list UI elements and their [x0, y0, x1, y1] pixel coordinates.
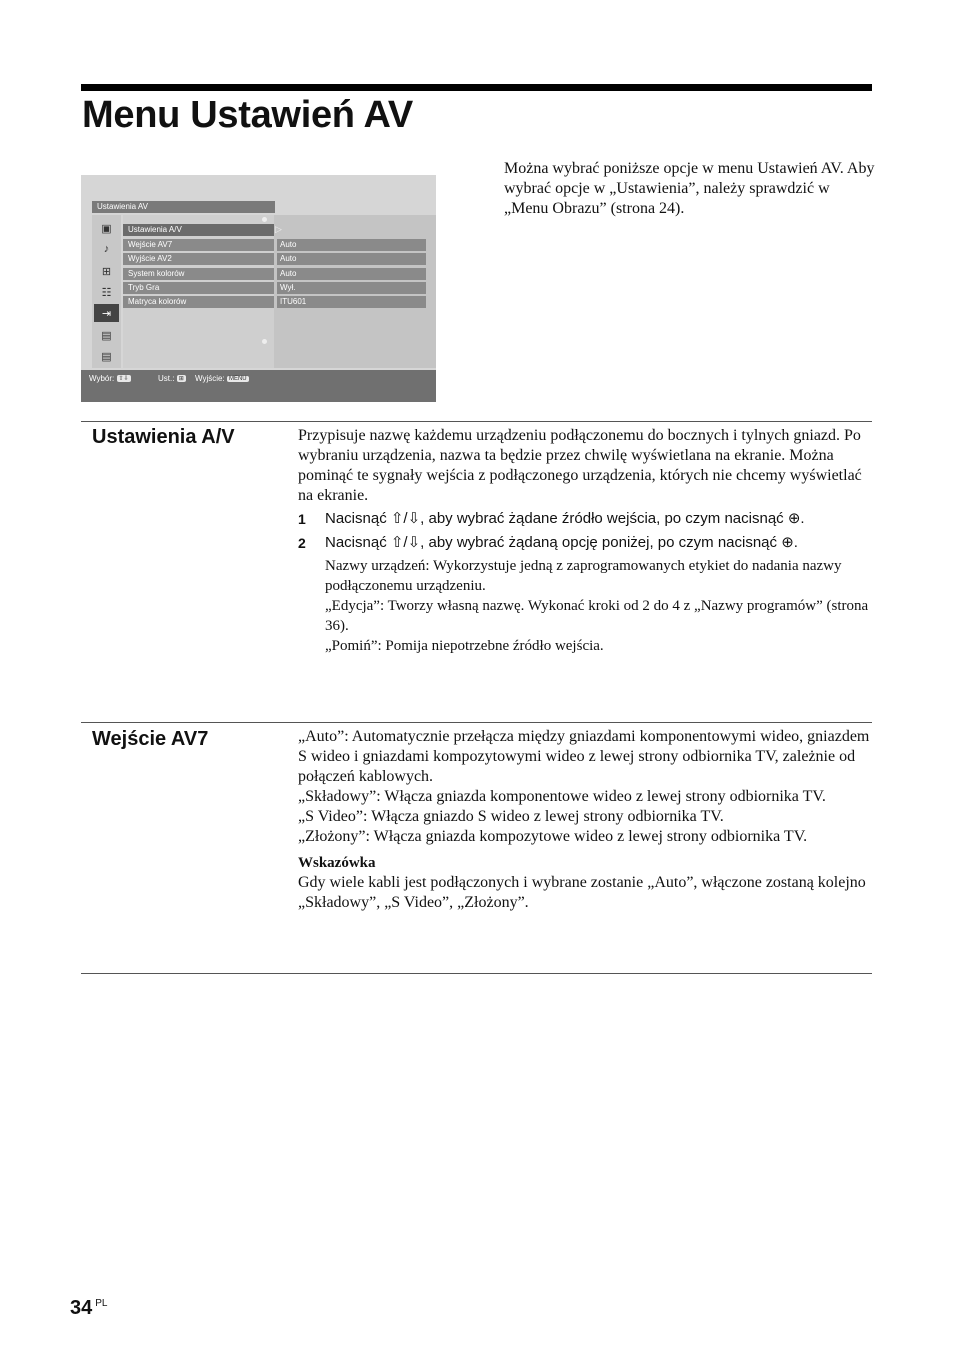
osd-value: ITU601 — [277, 296, 426, 308]
osd-footer-exit: Wyjście: MENU — [195, 374, 247, 383]
section-divider — [81, 973, 872, 974]
page-title: Menu Ustawień AV — [82, 94, 413, 136]
osd-arrow-right-icon: ▷ — [275, 224, 282, 234]
section-ustawienia-av — [298, 426, 872, 656]
osd-row: Tryb Gra — [123, 282, 274, 294]
osd-option-list — [123, 215, 274, 368]
osd-header: Ustawienia AV — [92, 201, 275, 213]
term-wejscie-av7: Wejście AV7 — [92, 728, 209, 750]
menu-key: MENU — [228, 376, 247, 382]
osd-row: Wejście AV7 — [123, 239, 274, 251]
input-icon: ⇥ — [94, 304, 119, 322]
note: Nazwy urządzeń: Wykorzystuje jedną z zaprogramowanych etykiet do nadania nazwy podłączonemu urządzeniu. — [325, 558, 842, 594]
osd-scroll-down-icon — [262, 339, 267, 344]
tip-heading: Wskazówka — [298, 855, 376, 871]
note: „Edycja”: Tworzy własną nazwę. Wykonać kroki od 2 do 4 z „Nazwy programów” (strona 36). — [325, 598, 869, 634]
pc-icon: ▤ — [101, 329, 112, 342]
option-line: „Składowy”: Włącza gniazda komponentowe wideo z lewej strony odbiornika TV. — [298, 788, 826, 805]
setup-icon: ☷ — [101, 286, 112, 299]
section-divider — [81, 722, 872, 723]
page-lang: PL — [95, 1298, 108, 1309]
osd-row: Matryca kolorów — [123, 296, 274, 308]
osd-footer-set: Ust.: ⊞ — [158, 374, 184, 383]
section-wejscie-av7 — [298, 727, 872, 913]
option-line: „Auto”: Automatycznie przełącza między gniazdami komponentowymi wideo, gniazdem S wideo i gniazdami kompozytowymi wideo z lewej strony odbiornika TV, zależnie od połączeń kablowych. — [298, 728, 870, 785]
osd-row: Wyjście AV2 — [123, 253, 274, 265]
intro-text: Można wybrać poniższe opcje w menu Ustawień AV. Aby wybrać opcje w „Ustawienia”, należy sprawdzić w „Menu Obrazu” (strona 24). — [504, 160, 875, 217]
step-2: 2 Nacisnąć ⇧/⇩, aby wybrać żądaną opcję poniżej, po czym nacisnąć ⊕. — [298, 534, 798, 551]
osd-value-list — [274, 215, 436, 368]
option-line: „Złożony”: Włącza gniazda kompozytowe wideo z lewej strony odbiornika TV. — [298, 828, 808, 845]
osd-value: Auto — [277, 253, 426, 265]
picture-icon: ▣ — [101, 222, 112, 235]
osd-row: System kolorów — [123, 268, 274, 280]
enter-key-icon: ⊞ — [178, 376, 184, 382]
pc2-icon: ▤ — [101, 350, 112, 363]
osd-menu-screenshot — [81, 175, 436, 402]
sound-icon: ♪ — [103, 243, 110, 255]
osd-value: Auto — [277, 239, 426, 251]
osd-value: Wył. — [277, 282, 426, 294]
osd-row: Ustawienia A/V — [123, 224, 274, 236]
note: „Pomiń”: Pomija niepotrzebne źródło wejścia. — [325, 638, 604, 654]
term-ustawienia-av: Ustawienia A/V — [92, 426, 235, 448]
section-divider — [81, 421, 872, 422]
osd-value: Auto — [277, 268, 426, 280]
osd-scroll-up-icon — [262, 217, 267, 222]
osd-footer-select: Wybór: ⇧⇩ — [89, 374, 129, 383]
screen-icon: ⊞ — [101, 265, 112, 278]
title-rule — [81, 84, 872, 91]
up-down-key-icon: ⇧⇩ — [118, 376, 129, 382]
step-1: 1 Nacisnąć ⇧/⇩, aby wybrać żądane źródło wejścia, po czym nacisnąć ⊕. — [298, 510, 805, 527]
osd-footer — [81, 370, 436, 402]
section-text: Przypisuje nazwę każdemu urządzeniu podłączonemu do bocznych i tylnych gniazd. Po wybraniu urządzenia, nazwa ta będzie przez chwilę wyświetlana na ekranie. Można pominąć te sygnały wejścia z podłączonego urządzenia, których nie chcemy wyświetlać na ekranie. — [298, 427, 862, 504]
tip-text: Gdy wiele kabli jest podłączonych i wybrane zostanie „Auto”, włączone zostaną kolejno „Składowy”, „S Video”, „Złożony”. — [298, 874, 866, 911]
page-number: 34 $^{PL}$ — [70, 1297, 108, 1319]
osd-icon-column — [92, 215, 121, 368]
option-line: „S Video”: Włącza gniazdo S wideo z lewej strony odbiornika TV. — [298, 808, 724, 825]
